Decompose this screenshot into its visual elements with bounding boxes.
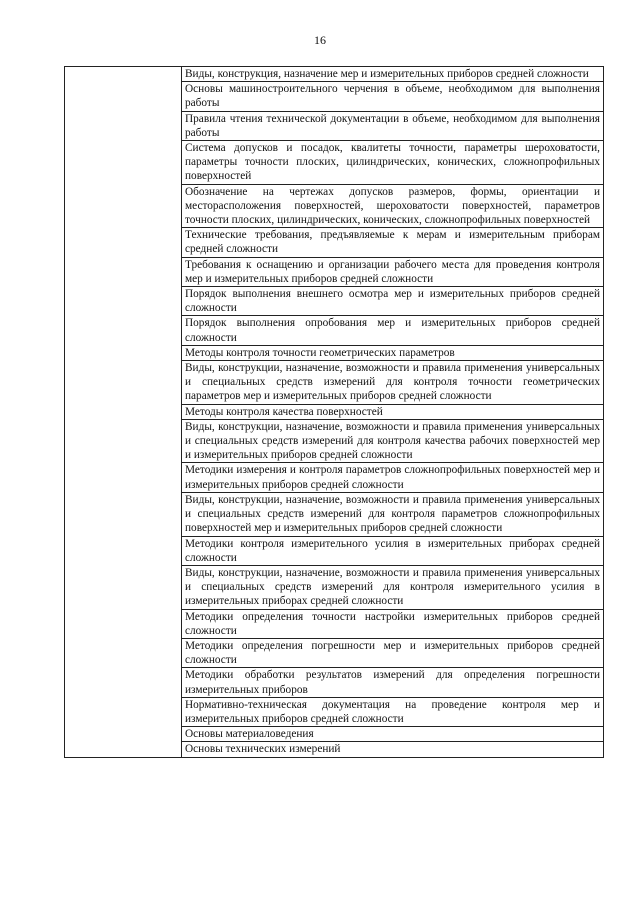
knowledge-item-cell: Методики обработки результатов измерений для определения погрешности измерительных приборов xyxy=(182,668,604,697)
knowledge-item-cell: Методики определения погрешности мер и измерительных приборов средней сложности xyxy=(182,638,604,667)
page-number: 16 xyxy=(314,33,326,47)
knowledge-item-cell: Методы контроля точности геометрических параметров xyxy=(182,345,604,360)
knowledge-item-cell: Нормативно-техническая документация на проведение контроля мер и измерительных приборов средней сложности xyxy=(182,697,604,726)
knowledge-item-cell: Методики контроля измерительного усилия в измерительных приборах средней сложности xyxy=(182,536,604,565)
knowledge-item-cell: Виды, конструкции, назначение, возможности и правила применения универсальных и специальных средств измерений для контроля точности геометрических параметров мер и измерительных приборов средней сложности xyxy=(182,361,604,405)
knowledge-item-cell: Методы контроля качества поверхностей xyxy=(182,404,604,419)
knowledge-item-cell: Порядок выполнения опробования мер и измерительных приборов средней сложности xyxy=(182,316,604,345)
knowledge-item-cell: Основы машиностроительного черчения в объеме, необходимом для выполнения работы xyxy=(182,82,604,111)
knowledge-item-cell: Система допусков и посадок, квалитеты точности, параметры шероховатости, параметры точности плоских, цилиндрических, конических, сложнопрофильных поверхностей xyxy=(182,141,604,185)
knowledge-item-cell: Технические требования, предъявляемые к мерам и измерительным приборам средней сложности xyxy=(182,228,604,257)
knowledge-item-cell: Виды, конструкции, назначение, возможности и правила применения универсальных и специальных средств измерений для контроля измерительного усилия в измерительных приборах средней сложности xyxy=(182,565,604,609)
knowledge-item-cell: Виды, конструкция, назначение мер и измерительных приборов средней сложности xyxy=(182,67,604,82)
knowledge-item-cell: Правила чтения технической документации в объеме, необходимом для выполнения работы xyxy=(182,111,604,140)
knowledge-item-cell: Методики определения точности настройки измерительных приборов средней сложности xyxy=(182,609,604,638)
knowledge-item-cell: Методики измерения и контроля параметров сложнопрофильных поверхностей мер и измерительных приборов средней сложности xyxy=(182,463,604,492)
knowledge-item-cell: Основы технических измерений xyxy=(182,742,604,757)
knowledge-table xyxy=(64,66,604,758)
knowledge-item-cell: Порядок выполнения внешнего осмотра мер и измерительных приборов средней сложности xyxy=(182,287,604,316)
knowledge-item-cell: Основы материаловедения xyxy=(182,727,604,742)
knowledge-item-cell: Обозначение на чертежах допусков размеров, формы, ориентации и месторасположения поверхностей, шероховатости поверхностей, параметров точности плоских, цилиндрических, конических, сложнопрофильных поверхностей xyxy=(182,184,604,228)
knowledge-item-cell: Требования к оснащению и организации рабочего места для проведения контроля мер и измерительных приборов средней сложности xyxy=(182,257,604,286)
knowledge-item-cell: Виды, конструкции, назначение, возможности и правила применения универсальных и специальных средств измерений для контроля качества рабочих поверхностей мер и измерительных приборов средней сложности xyxy=(182,419,604,463)
left-column-cell xyxy=(65,67,182,758)
table-row xyxy=(65,67,604,82)
knowledge-table-body xyxy=(65,67,604,758)
knowledge-item-cell: Виды, конструкции, назначение, возможности и правила применения универсальных и специальных средств измерений для контроля параметров сложнопрофильных поверхностей мер и измерительных приборов средней сложности xyxy=(182,492,604,536)
